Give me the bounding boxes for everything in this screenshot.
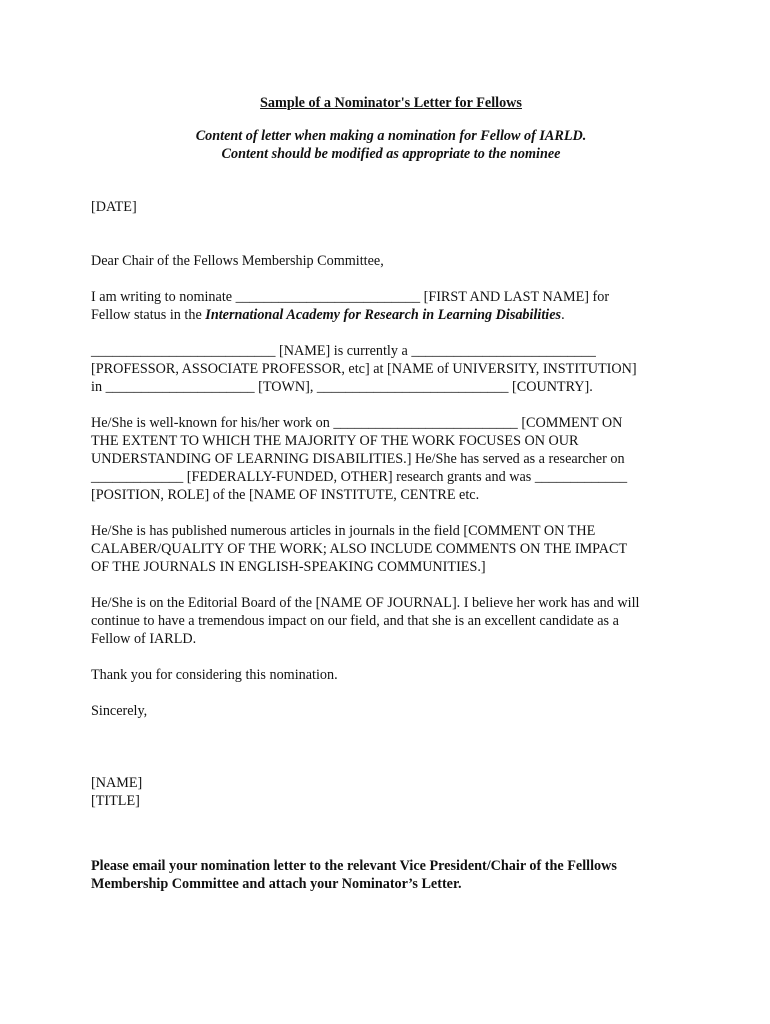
page-title: Sample of a Nominator's Letter for Fellows xyxy=(260,95,522,111)
publications-line-3: OF THE JOURNALS IN ENGLISH-SPEAKING COMMUNITIES.] xyxy=(91,559,486,575)
work-line-2: THE EXTENT TO WHICH THE MAJORITY OF THE WORK FOCUSES ON OUR xyxy=(91,433,579,449)
nomination-line-2-suffix: . xyxy=(561,307,565,323)
editorial-line-1: He/She is on the Editorial Board of the [NAME OF JOURNAL]. I believe her work has and will xyxy=(91,595,640,611)
position-paragraph xyxy=(91,342,691,396)
date-placeholder: [DATE] xyxy=(91,199,137,215)
signature-title: [TITLE] xyxy=(91,793,140,809)
salutation: Dear Chair of the Fellows Membership Committee, xyxy=(91,253,384,269)
work-line-4: _____________ [FEDERALLY-FUNDED, OTHER] research grants and was _____________ xyxy=(91,469,628,485)
closing: Sincerely, xyxy=(91,703,148,719)
work-line-3: UNDERSTANDING OF LEARNING DISABILITIES.] He/She has served as a researcher on xyxy=(91,451,625,467)
signature-name: [NAME] xyxy=(91,775,143,791)
signature-block xyxy=(91,774,691,810)
nomination-line-2 xyxy=(91,306,691,324)
work-line-5: [POSITION, ROLE] of the [NAME OF INSTITUTE, CENTRE etc. xyxy=(91,487,480,503)
editorial-line-3: Fellow of IARLD. xyxy=(91,631,197,647)
subtitle-line-2: Content should be modified as appropriate to the nominee xyxy=(221,146,561,162)
submission-note-line-2: Membership Committee and attach your Nominator’s Letter. xyxy=(91,876,462,892)
work-paragraph xyxy=(91,414,691,504)
position-line-2: [PROFESSOR, ASSOCIATE PROFESSOR, etc] at [NAME of UNIVERSITY, INSTITUTION] xyxy=(91,361,637,377)
editorial-line-2: continue to have a tremendous impact on our field, and that she is an excellent candidate as a xyxy=(91,613,619,629)
thanks-line: Thank you for considering this nomination. xyxy=(91,667,338,683)
submission-note xyxy=(91,857,691,893)
position-line-3: in _____________________ [TOWN], ___________________________ [COUNTRY]. xyxy=(91,379,593,395)
organization-name: International Academy for Research in Learning Disabilities xyxy=(205,307,562,323)
editorial-paragraph xyxy=(91,594,691,648)
letter-body xyxy=(91,94,691,893)
publications-line-1: He/She is has published numerous articles in journals in the field [COMMENT ON THE xyxy=(91,523,596,539)
position-line-1: __________________________ [NAME] is currently a __________________________ xyxy=(91,343,596,359)
publications-paragraph xyxy=(91,522,691,576)
work-line-1: He/She is well-known for his/her work on __________________________ [COMMENT ON xyxy=(91,415,623,431)
nomination-line-1: I am writing to nominate __________________________ [FIRST AND LAST NAME] for xyxy=(91,289,610,305)
submission-note-line-1: Please email your nomination letter to the relevant Vice President/Chair of the Felllows xyxy=(91,858,617,874)
publications-line-2: CALABER/QUALITY OF THE WORK; ALSO INCLUDE COMMENTS ON THE IMPACT xyxy=(91,541,628,557)
subtitle-line-1: Content of letter when making a nomination for Fellow of IARLD. xyxy=(195,128,587,144)
nomination-line-2-prefix: Fellow status in the xyxy=(91,307,206,323)
nomination-paragraph xyxy=(91,288,691,324)
